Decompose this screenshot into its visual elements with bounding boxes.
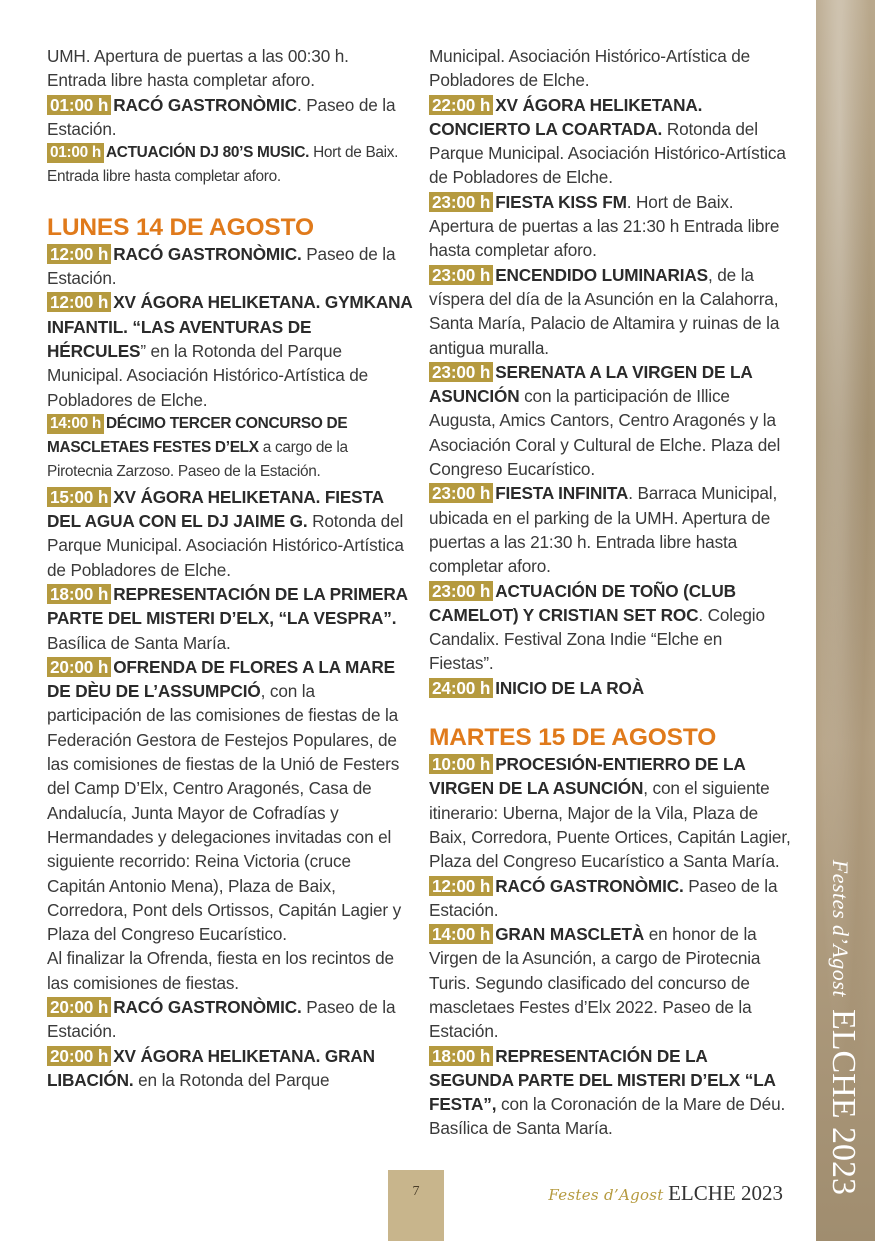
event-time-badge: 01:00 h: [47, 95, 111, 115]
sidebar-title: [824, 765, 868, 1195]
page-number: 7: [412, 1184, 420, 1199]
event-time-badge: 12:00 h: [429, 876, 493, 896]
event-details: con la Coronación de la Mare de Déu. Basílica de Santa María.: [429, 1094, 786, 1139]
day-heading: LUNES 14 DE AGOSTO: [47, 213, 314, 241]
event-title: ACTUACIÓN DJ 80’S MUSIC.: [105, 144, 310, 162]
event-time-badge: 12:00 h: [47, 292, 111, 312]
event-entry: [429, 93, 791, 190]
event-title: RACÓ GASTRONÒMIC.: [113, 996, 302, 1017]
event-time-badge: 12:00 h: [47, 244, 111, 264]
event-title: RACÓ GASTRONÒMIC.: [495, 875, 684, 896]
event-entry: [429, 676, 791, 700]
footer-brand-script: Festes d’Agost: [548, 1186, 664, 1204]
event-entry: [47, 1044, 412, 1093]
event-time-badge: 18:00 h: [429, 1046, 493, 1066]
event-entry: [47, 582, 412, 655]
event-text: Al finalizar la Ofrenda, fiesta en los recintos de las comisiones de fiestas.: [47, 948, 394, 993]
event-title: REPRESENTACIÓN DE LA SEGUNDA PARTE DEL MISTERI D’ELX “LA FESTA”,: [429, 1045, 776, 1115]
event-entry: [429, 752, 791, 873]
event-title: GRAN MASCLETÀ: [495, 924, 645, 945]
event-entry: [47, 242, 412, 291]
event-entry: [429, 1044, 791, 1141]
event-details: Hort de Baix. Entrada libre hasta completar aforo.: [47, 144, 399, 186]
event-details: con la participación de Illice Augusta, Amics Cantors, Centro Aragonés y la Asociación Coral y Cultural de Elche. Plaza del Congreso Eucarístico.: [429, 386, 781, 480]
event-entry: [429, 922, 791, 1043]
event-entry: [47, 485, 412, 582]
event-title: PROCESIÓN-ENTIERRO DE LA VIRGEN DE LA ASUNCIÓN: [429, 754, 745, 799]
event-time-badge: 15:00 h: [47, 487, 111, 507]
event-details: , con la participación de las comisiones de fiestas de la Federación Gestora de Festejos Populares, de las comisiones de fiestas de la Unió de Festers del Camp D’Elx, Centro Aragonés, Casa de Andalucía, Junta Mayor de Cofradías y Hermandades y delegaciones invitadas con el siguiente recorrido: Reina Victoria (cruce Capitán Antonio Mena), Plaza de Baix, Corredora, Pont dels Ortissos, Capitán Lagier y Plaza del Congreso Eucarístico.: [47, 681, 402, 945]
day-heading: MARTES 15 DE AGOSTO: [429, 724, 717, 752]
event-time-badge: 23:00 h: [429, 192, 493, 212]
decorative-sidebar: [816, 0, 875, 1241]
event-title: FIESTA INFINITA: [495, 483, 629, 504]
event-entry: [429, 481, 791, 578]
footer-brand: [548, 1181, 783, 1206]
event-title: REPRESENTACIÓN DE LA PRIMERA PARTE DEL MISTERI D’ELX, “LA VESPRA”.: [47, 583, 408, 629]
event-time-badge: 22:00 h: [429, 95, 493, 115]
event-details: Paseo de la Estación.: [47, 243, 396, 289]
event-time-badge: 23:00 h: [429, 483, 493, 503]
event-entry: [429, 360, 791, 481]
event-time-badge: 20:00 h: [47, 1046, 111, 1066]
event-time-badge: 23:00 h: [429, 581, 493, 601]
left-column: [47, 44, 412, 1092]
event-text: UMH. Apertura de puertas a las 00:30 h. Entrada libre hasta completar aforo.: [47, 46, 349, 91]
event-time-badge: 23:00 h: [429, 265, 493, 285]
event-entry: [429, 263, 791, 360]
event-title: SERENATA A LA VIRGEN DE LA ASUNCIÓN: [429, 361, 752, 407]
event-details: . Barraca Municipal, ubicada en el parking de la UMH. Apertura de puertas a las 21:30 h. Entrada libre hasta completar aforo.: [429, 483, 778, 577]
event-time-badge: 23:00 h: [429, 362, 493, 382]
event-details: Rotonda del Parque Municipal. Asociación Histórico-Artística de Pobladores de Elche.: [429, 118, 786, 188]
event-details: Basílica de Santa María.: [47, 632, 231, 653]
event-text: Municipal. Asociación Histórico-Artística de Pobladores de Elche.: [429, 46, 751, 91]
event-title: ENCENDIDO LUMINARIAS: [495, 264, 708, 285]
event-title: XV ÁGORA HELIKETANA. FIESTA DEL AGUA CON EL DJ JAIME G.: [47, 486, 384, 532]
event-time-badge: 20:00 h: [47, 997, 111, 1017]
sidebar-script: Festes d’Agost: [828, 859, 853, 997]
event-title: XV ÁGORA HELIKETANA. CONCIERTO LA COARTADA.: [429, 94, 703, 139]
event-details: Paseo de la Estación.: [429, 875, 778, 920]
event-entry: [47, 995, 412, 1044]
event-entry: [47, 141, 412, 190]
event-details: . Hort de Baix. Apertura de puertas a las 21:30 h Entrada libre hasta completar aforo.: [429, 191, 780, 261]
event-details: en la Rotonda del Parque: [133, 1069, 330, 1090]
event-title: XV ÁGORA HELIKETANA. GRAN LIBACIÓN.: [47, 1045, 375, 1090]
sidebar-main: ELCHE 2023: [825, 1008, 862, 1195]
event-entry: [429, 579, 791, 676]
event-details: . Colegio Candalix. Festival Zona Indie “Elche en Fiestas”.: [429, 604, 765, 674]
event-title: XV ÁGORA HELIKETANA. GYMKANA INFANTIL. “LAS AVENTURAS DE HÉRCULES: [47, 292, 412, 361]
event-entry: [47, 290, 412, 411]
event-title: OFRENDA DE FLORES A LA MARE DE DÈU DE L’ASSUMPCIÓ: [47, 656, 395, 702]
event-time-badge: 18:00 h: [47, 584, 111, 604]
event-details: ” en la Rotonda del Parque Municipal. Asociación Histórico-Artística de Pobladores de Elche.: [47, 340, 369, 410]
event-details: Rotonda del Parque Municipal. Asociación Histórico-Artística de Pobladores de Elche.: [47, 511, 404, 580]
event-time-badge: 24:00 h: [429, 678, 493, 698]
event-entry: [429, 190, 791, 263]
event-details: , con el siguiente itinerario: Uberna, Major de la Vila, Plaza de Baix, Corredora, Puente Ortices, Capitán Lagier, Plaza del Congreso Eucarístico a Santa María.: [429, 778, 791, 872]
event-details: . Paseo de la Estación.: [47, 94, 396, 139]
event-details: Paseo de la Estación.: [47, 996, 396, 1042]
right-column: [429, 44, 791, 1141]
event-entry: [47, 93, 412, 142]
event-entry: [429, 874, 791, 923]
event-time-badge: 20:00 h: [47, 657, 111, 677]
event-title: DÉCIMO TERCER CONCURSO DE MASCLETAES FESTES D’ELX: [47, 414, 348, 457]
page-number-box: [388, 1170, 444, 1241]
event-title: RACÓ GASTRONÒMIC.: [113, 243, 302, 264]
event-title: RACÓ GASTRONÒMIC: [113, 94, 297, 115]
event-title: INICIO DE LA ROÀ: [495, 677, 644, 698]
event-time-badge: 01:00 h: [47, 143, 104, 163]
event-time-badge: 14:00 h: [47, 414, 104, 434]
event-entry: [47, 655, 412, 947]
event-title: FIESTA KISS FM: [495, 191, 627, 212]
event-details: a cargo de la Pirotecnia Zarzoso. Paseo de la Estación.: [47, 439, 348, 481]
event-details: , de la víspera del día de la Asunción en la Calahorra, Santa María, Palacio de Altamira y ruinas de la antigua muralla.: [429, 264, 780, 358]
event-entry: [47, 412, 412, 485]
event-time-badge: 14:00 h: [429, 924, 493, 944]
event-time-badge: 10:00 h: [429, 754, 493, 774]
event-details: en honor de la Virgen de la Asunción, a cargo de Pirotecnia Turis. Segundo clasificado del concurso de mascletaes Festes d’Elx 2022. Paseo de la Estación.: [429, 924, 761, 1042]
event-title: ACTUACIÓN DE TOÑO (CLUB CAMELOT) Y CRISTIAN SET ROC: [429, 580, 736, 625]
footer-brand-main: ELCHE 2023: [668, 1181, 783, 1205]
